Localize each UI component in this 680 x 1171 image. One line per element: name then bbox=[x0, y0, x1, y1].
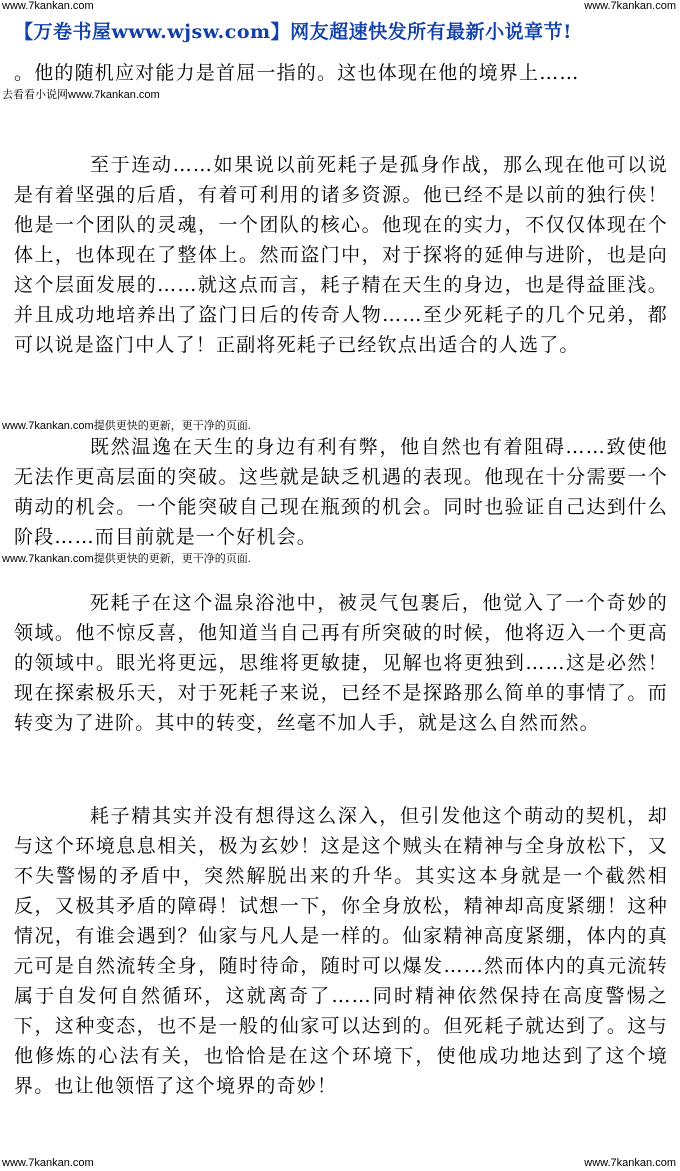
site-banner: 【万卷书屋www.wjsw.com】网友超速快发所有最新小说章节! bbox=[14, 21, 572, 43]
watermark-top-left: www.7kankan.com bbox=[2, 0, 94, 12]
watermark-bottom-left: www.7kankan.com bbox=[2, 1157, 94, 1169]
paragraph-2: 既然温逸在天生的身边有利有弊，他自然也有着阻碍……致使他无法作更高层面的突破。这些就是缺乏机遇的表现。他现在十分需要一个萌动的机会。一个能突破自己现在瓶颈的机会。同时也验证自己达到什么阶段……而目前就是一个好机会。 bbox=[14, 436, 668, 548]
ad-line-2: www.7kankan.com提供更快的更新，更干净的页面. bbox=[2, 420, 251, 432]
paragraph-1: 至于连动……如果说以前死耗子是孤身作战，那么现在他可以说是有着坚强的后盾，有着可利用的诸多资源。他已经不是以前的独行侠！他是一个团队的灵魂，一个团队的核心。他现在的实力，不仅仅体现在个体上，也体现在了整体上。然而盗门中，对于探将的延伸与进阶，也是向这个层面发展的……就这点而言，耗子精在天生的身边，也是得益匪浅。并且成功地培养出了盗门日后的传奇人物……至少死耗子的几个兄弟，都可以说是盗门中人了！正副将死耗子已经钦点出适合的人选了。 bbox=[14, 154, 668, 356]
watermark-top-right: www.7kankan.com bbox=[584, 0, 676, 12]
intro-line: 。他的随机应对能力是首屈一指的。这也体现在他的境界上…… bbox=[14, 62, 580, 84]
watermark-bottom-right: www.7kankan.com bbox=[584, 1157, 676, 1169]
ad-line-3: www.7kankan.com提供更快的更新，更干净的页面. bbox=[2, 553, 251, 565]
paragraph-3: 死耗子在这个温泉浴池中，被灵气包裹后，他觉入了一个奇妙的领域。他不惊反喜，他知道当自己再有所突破的时候，他将迈入一个更高的领域中。眼光将更远，思维将更敏捷，见解也将更独到……这是必然！现在探索极乐天，对于死耗子来说，已经不是探路那么简单的事情了。而转变为了进阶。其中的转变，丝毫不加人手，就是这么自然而然。 bbox=[14, 592, 668, 734]
ad-line-1: 去看看小说网www.7kankan.com bbox=[2, 89, 160, 101]
paragraph-4: 耗子精其实并没有想得这么深入，但引发他这个萌动的契机，却与这个环境息息相关，极为玄妙！这是这个贼头在精神与全身放松下，又不失警惕的矛盾中，突然解脱出来的升华。其实这本身就是一个截然相反，又极其矛盾的障碍！试想一下，你全身放松，精神却高度紧绷！这种情况，有谁会遇到？仙家与凡人是一样的。仙家精神高度紧绷，体内的真元可是自然流转全身，随时待命，随时可以爆发……然而体内的真元流转属于自发何自然循环，这就离奇了……同时精神依然保持在高度警惕之下，这种变态，也不是一般的仙家可以达到的。但死耗子就达到了。这与他修炼的心法有关，也恰恰是在这个环境下，使他成功地达到了这个境界。也让他领悟了这个境界的奇妙！ bbox=[14, 805, 668, 1097]
